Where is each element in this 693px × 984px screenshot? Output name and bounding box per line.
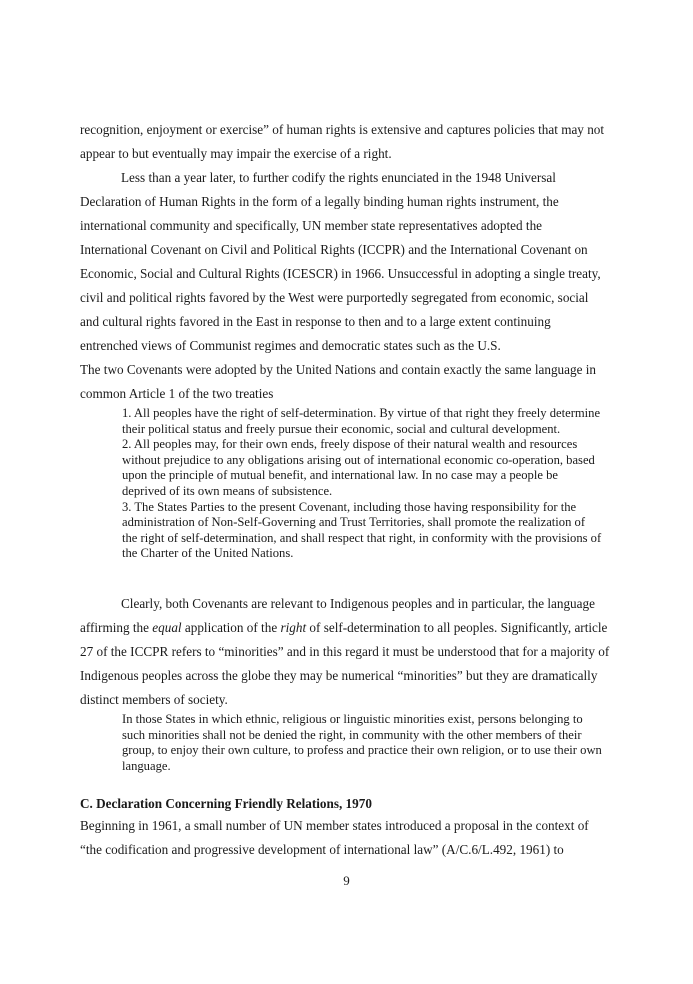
paragraph-friendly-relations <box>80 814 610 862</box>
block-quote-article-1 <box>122 406 602 562</box>
quote-1-item-3: 3. The States Parties to the present Covenant, including those having responsibility for the administration of Non-Self-Governing and Trust Territories, shall promote the realization of the right of self-determination, and shall respect that right, in conformity with the provisions of the Charter of the United Nations. <box>122 499 602 561</box>
paragraph-4-part-2: application of the <box>181 620 281 635</box>
quote-1-item-2: 2. All peoples may, for their own ends, freely dispose of their natural wealth and resources without prejudice to any obligations arising out of international economic co-operation, based upon the principle of mutual benefit, and international law. In no case may a people be deprived of its own means of subsistence. <box>122 437 595 498</box>
quote-1-item-1: 1. All peoples have the right of self-determination. By virtue of that right they freely determine their political status and freely pursue their economic, social and cultural development. <box>122 406 601 436</box>
paragraph-4-part-3: of self-determination to all peoples. Significantly, article 27 of the ICCPR refers to “minorities” and in this regard it must be understood that for a majority of Indigenous peoples across the globe they may be numerical “minorities” but they are dramatically distinct members of society. <box>80 620 610 707</box>
paragraph-covenants-adoption <box>80 166 610 358</box>
section-heading: C. Declaration Concerning Friendly Relations, 1970 <box>80 796 372 811</box>
paragraph-article-1-intro <box>80 358 610 406</box>
paragraph-2: Less than a year later, to further codify the rights enunciated in the 1948 Universal Declaration of Human Rights in the form of a legally binding human rights instrument, the international community and specifically, UN member state representatives adopted the International Covenant on Civil and Political Rights (ICCPR) and the International Covenant on Economic, Social and Cultural Rights (ICESCR) in 1966. Unsuccessful in adopting a single treaty, civil and political rights favored by the West were purportedly segregated from economic, social and cultural rights favored in the East in response to then and to a large extent continuing entrenched views of Communist regimes and democratic states such as the U.S. <box>80 170 601 353</box>
paragraph-4-emphasis-equal: equal <box>152 620 182 635</box>
paragraph-4-part-1: Clearly, both Covenants are relevant to Indigenous peoples and in particular, the language affirming the <box>80 596 595 635</box>
quote-2-text: In those States in which ethnic, religious or linguistic minorities exist, persons belonging to such minorities shall not be denied the right, in community with the other members of their group, to enjoy their own culture, to profess and practice their own religion, or to use their own language. <box>122 712 602 773</box>
paragraph-4 <box>80 592 610 712</box>
paragraph-4-emphasis-right: right <box>280 620 307 635</box>
paragraph-1: recognition, enjoyment or exercise” of human rights is extensive and captures policies that may not appear to but eventually may impair the exercise of a right. <box>80 122 605 161</box>
page-number: 9 <box>343 873 350 888</box>
paragraph-continuation <box>80 118 610 166</box>
paragraph-5: Beginning in 1961, a small number of UN member states introduced a proposal in the context of “the codification and progressive development of international law” (A/C.6/L.492, 1961) to <box>80 818 589 857</box>
block-quote-article-27 <box>122 712 602 774</box>
paragraph-3: The two Covenants were adopted by the United Nations and contain exactly the same language in common Article 1 of the two treaties <box>80 362 596 401</box>
paragraph-covenants-relevance <box>80 592 610 712</box>
